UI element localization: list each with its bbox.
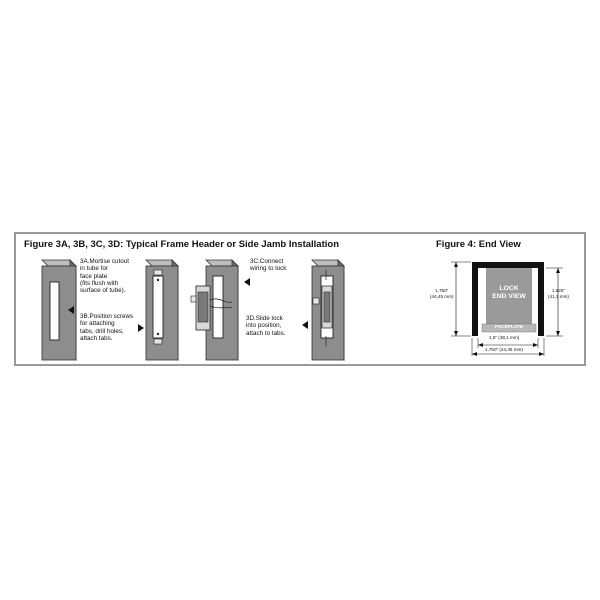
dim-height-inner: 1,625" (41,3 mm) (548, 288, 569, 299)
step-3a-note: 3A.Mortise cutout in tube for face plate (fits flush with surface of tube). (80, 258, 129, 295)
tube-3c (191, 260, 238, 360)
installation-figure-panel (14, 232, 586, 366)
figure-3-title: Figure 3A, 3B, 3C, 3D: Typical Frame Header or Side Jamb Installation (24, 239, 339, 250)
faceplate-label: FACEPLATE (494, 325, 524, 330)
figure-4-title: Figure 4: End View (436, 239, 521, 250)
arrow-3b (138, 324, 144, 332)
dim-outer-width: 1,750" (44,45 mm) (485, 347, 523, 352)
lock-label: LOCK END VIEW (492, 285, 526, 300)
dim-height-outer: 1,750" (44,45 mm) (430, 288, 454, 299)
dim-inner-width: 1,5" (38,1 mm) (489, 335, 520, 340)
figure-4-diagram (396, 252, 576, 362)
arrow-3d (302, 321, 308, 329)
arrow-3c (244, 278, 250, 286)
tube-3d (312, 260, 344, 360)
step-3b-note: 3B.Position screws for attaching tabs, drill holes, attach tabs. (80, 313, 134, 342)
step-3c-note: 3C.Connect wiring to lock (250, 258, 287, 273)
tube-3b (146, 260, 178, 360)
step-3d-note: 3D.Slide lock into position, attach to tabs. (246, 315, 286, 337)
